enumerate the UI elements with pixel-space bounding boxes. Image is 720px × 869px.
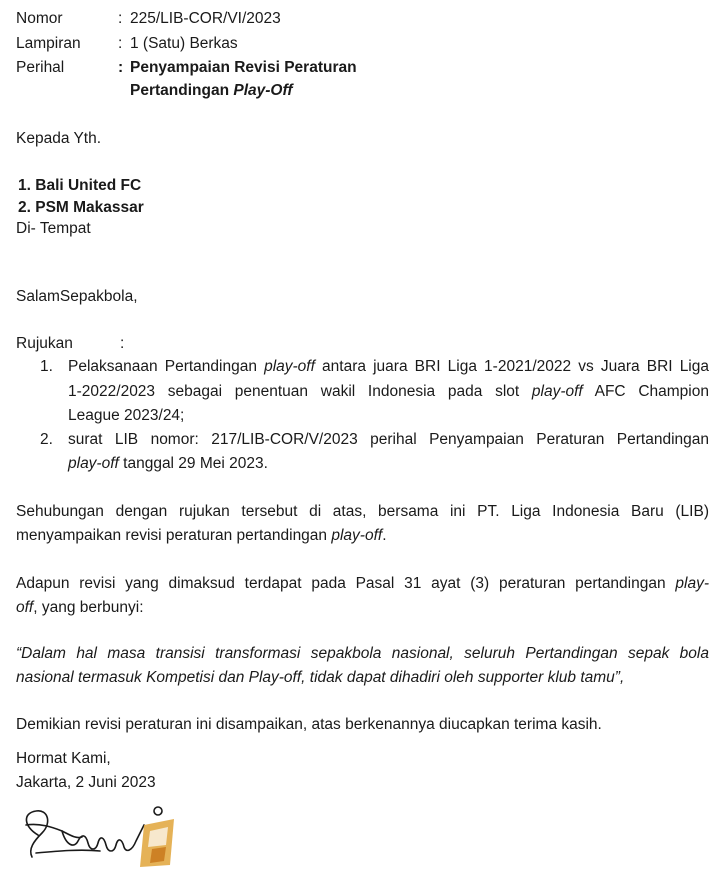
perihal-value-line1: Penyampaian Revisi Peraturan xyxy=(130,59,357,76)
para1-line1: Sehubungan dengan rujukan tersebut di atas, bersama ini PT. Liga Indonesia Baru (LIB) xyxy=(16,503,709,520)
rujukan-label: Rujukan xyxy=(16,335,73,352)
recipient-item xyxy=(18,175,141,197)
lampiran-colon: : xyxy=(118,35,123,52)
recipient-item xyxy=(18,197,144,219)
stamp-icon xyxy=(140,819,174,867)
rujukan-item2-line2: play-off tanggal 29 Mei 2023. xyxy=(68,455,268,472)
signature-image xyxy=(18,805,188,869)
nomor-colon: : xyxy=(118,10,123,27)
nomor-label: Nomor xyxy=(16,10,63,27)
nomor-value: 225/LIB-COR/VI/2023 xyxy=(130,10,281,27)
quote-line1: “Dalam hal masa transisi transformasi sepakbola nasional, seluruh Pertandingan sepak bola xyxy=(16,645,709,662)
rujukan-colon: : xyxy=(120,335,125,352)
lampiran-value: 1 (Satu) Berkas xyxy=(130,35,238,52)
para2-line1: Adapun revisi yang dimaksud terdapat pada Pasal 31 ayat (3) peraturan pertandingan play- xyxy=(16,575,709,592)
rujukan-num-2: 2. xyxy=(40,431,53,448)
handwritten-signature xyxy=(26,807,162,857)
closing-text: Demikian revisi peraturan ini disampaikan, atas berkenannya diucapkan terima kasih. xyxy=(16,716,602,733)
lampiran-label: Lampiran xyxy=(16,35,81,52)
para1-line2: menyampaikan revisi peraturan pertandingan play-off. xyxy=(16,527,387,544)
recipient-num: 1. xyxy=(18,177,31,194)
perihal-colon: : xyxy=(118,59,124,76)
signoff-regards: Hormat Kami, xyxy=(16,750,111,767)
rujukan-item1-line1: Pelaksanaan Pertandingan play-off antara juara BRI Liga 1-2021/2022 vs Juara BRI Liga xyxy=(68,358,709,375)
para2-line2: off, yang berbunyi: xyxy=(16,599,144,616)
rujukan-num-1: 1. xyxy=(40,358,53,375)
rujukan-item2-line1: surat LIB nomor: 217/LIB-COR/V/2023 perihal Penyampaian Peraturan Pertandingan xyxy=(68,431,709,448)
salutation: Kepada Yth. xyxy=(16,130,102,147)
rujukan-item1-line3: League 2023/24; xyxy=(68,407,185,424)
rujukan-item1-line2: 1-2022/2023 sebagai penentuan wakil Indonesia pada slot play-off AFC Champion xyxy=(68,383,709,400)
recipient-name: PSM Makassar xyxy=(35,199,144,216)
quote-line2: nasional termasuk Kompetisi dan Play-off, tidak dapat dihadiri oleh supporter klub tamu”, xyxy=(16,669,625,686)
perihal-play-off: Play-Off xyxy=(233,82,293,99)
recipient-name: Bali United FC xyxy=(35,177,142,194)
greeting: SalamSepakbola, xyxy=(16,288,138,305)
recipient-place: Di- Tempat xyxy=(16,220,91,237)
signoff-place-date: Jakarta, 2 Juni 2023 xyxy=(16,774,156,791)
recipient-num: 2. xyxy=(18,199,31,216)
perihal-label: Perihal xyxy=(16,59,65,76)
perihal-value-line2: Pertandingan Play-Off xyxy=(130,82,293,99)
